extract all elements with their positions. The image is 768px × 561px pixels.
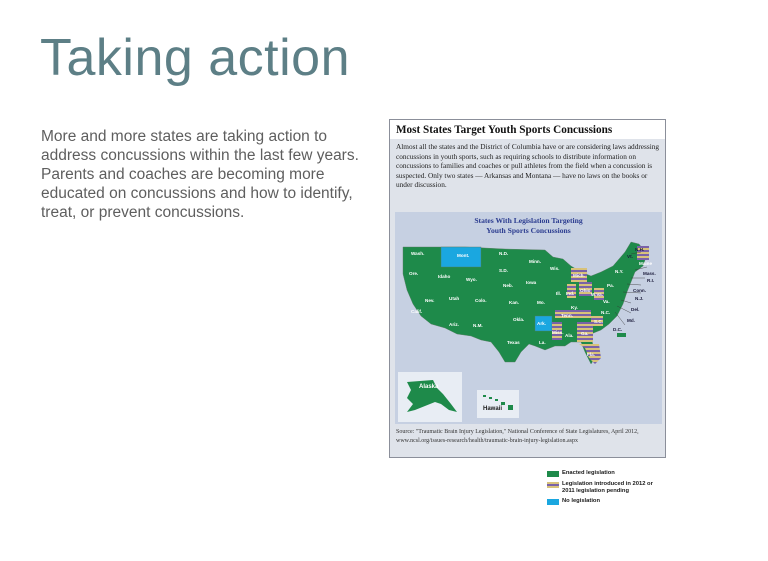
state-label-wash: Wash. [411, 251, 425, 256]
callout-label-del: Del. [631, 307, 640, 312]
legend-item-none [547, 498, 659, 508]
state-label-wis: Wis. [550, 266, 560, 271]
state-label-fla: Fla. [587, 352, 595, 357]
state-label-ill: Ill. [556, 291, 562, 296]
map-title-line1: States With Legislation Targeting [474, 216, 583, 225]
inset-label-alaska: Alaska [419, 384, 439, 390]
figure-title: Most States Target Youth Sports Concussions [396, 124, 613, 136]
state-label-wyo: Wyo. [466, 277, 477, 282]
callout-label-dc: D.C. [613, 327, 623, 332]
legend-item-enacted [547, 470, 659, 480]
legend-swatch-none [547, 499, 559, 505]
state-label-sd: S.D. [499, 268, 508, 273]
concussion-legislation-figure [389, 119, 666, 504]
slide-title: Taking action [40, 29, 351, 87]
figure-header [390, 120, 665, 139]
state-label-ariz: Ariz. [449, 322, 459, 327]
state-label-nd: N.D. [499, 251, 509, 256]
inset-label-hawaii: Hawaii [483, 406, 503, 412]
contiguous-us-shape [403, 242, 647, 364]
state-label-wva: W.Va. [591, 292, 603, 297]
callout-label-mass: Mass. [643, 271, 656, 276]
state-label-colo: Colo. [475, 298, 487, 303]
state-label-la: La. [539, 340, 546, 345]
state-label-texas: Texas [507, 340, 520, 345]
callout-label-md: Md. [627, 318, 635, 323]
callout-label-maine: Maine [639, 261, 653, 266]
map-title-line2: Youth Sports Concussions [486, 225, 571, 235]
state-label-calif: Calif. [411, 309, 423, 314]
state-label-kan: Kan. [509, 300, 519, 305]
legend-swatch-pending [547, 482, 559, 488]
callout-label-vt: Vt. [627, 254, 633, 259]
legend-label-enacted: Enacted legislation [562, 470, 615, 476]
state-label-ga: Ga. [581, 331, 589, 336]
map-legend [547, 470, 659, 509]
us-map [395, 212, 662, 424]
state-label-neb: Neb. [503, 283, 513, 288]
legend-swatch-enacted [547, 471, 559, 477]
state-label-okla: Okla. [513, 317, 525, 322]
callout-label-conn: Conn. [633, 288, 647, 293]
state-label-mo: Mo. [537, 300, 545, 305]
legend-label-none: No legislation [562, 498, 601, 504]
state-label-iowa: Iowa [526, 280, 537, 285]
state-label-pa: Pa. [607, 283, 614, 288]
figure-description: Almost all the states and the District of Columbia have or are considering laws addressing concussions in youth sports, such as requiring schools to distribute information on concussions to families and coaches or pull athletes from the field when a concussion is suspected. Only two states — Arkansas and Montana — have no laws on the books or under discussion. [396, 142, 660, 190]
state-label-minn: Minn. [529, 259, 541, 264]
state-label-mont: Mont. [457, 253, 470, 258]
state-label-idaho: Idaho [438, 274, 451, 279]
state-dc-shape [617, 333, 626, 337]
state-label-ore: Ore. [409, 271, 419, 276]
state-label-nev: Nev. [425, 298, 435, 303]
map-title [395, 216, 662, 235]
state-label-nc: N.C. [601, 310, 611, 315]
state-label-utah: Utah [449, 296, 460, 301]
state-label-ohio: Ohio [580, 288, 591, 293]
state-label-ind: Ind. [566, 291, 575, 296]
callout-label-nh: N.H. [635, 247, 645, 252]
state-label-ny: N.Y. [615, 269, 624, 274]
state-label-nm: N.M. [473, 323, 483, 328]
state-label-tenn: Tenn. [561, 313, 573, 318]
state-label-mich: Mich. [573, 273, 585, 278]
state-label-miss: Miss. [552, 330, 564, 335]
figure-source: Source: "Traumatic Brain Injury Legislation," National Conference of State Legislatures, April 2012, www.ncsl.org/issues-research/health/traumatic-brain-injury-legislation.aspx [396, 429, 639, 444]
callout-label-nj: N.J. [635, 296, 644, 301]
state-label-ky: Ky. [571, 305, 578, 310]
slide-body-text: More and more states are taking action to address concussions within the last few years. Parents and coaches are becoming more educated on concussions and how to identify, treat, or prevent concussions. [41, 128, 359, 221]
legend-item-pending [547, 481, 659, 497]
state-label-ala: Ala. [565, 333, 574, 338]
state-label-sc: S.C. [594, 319, 603, 324]
hawaii-inset [477, 390, 519, 418]
state-label-va: Va. [603, 299, 610, 304]
state-label-ark: Ark. [537, 321, 546, 326]
legend-label-pending: Legislation introduced in 2012 or 2011 legislation pending [562, 481, 653, 494]
callout-label-ri: R.I. [647, 278, 655, 283]
